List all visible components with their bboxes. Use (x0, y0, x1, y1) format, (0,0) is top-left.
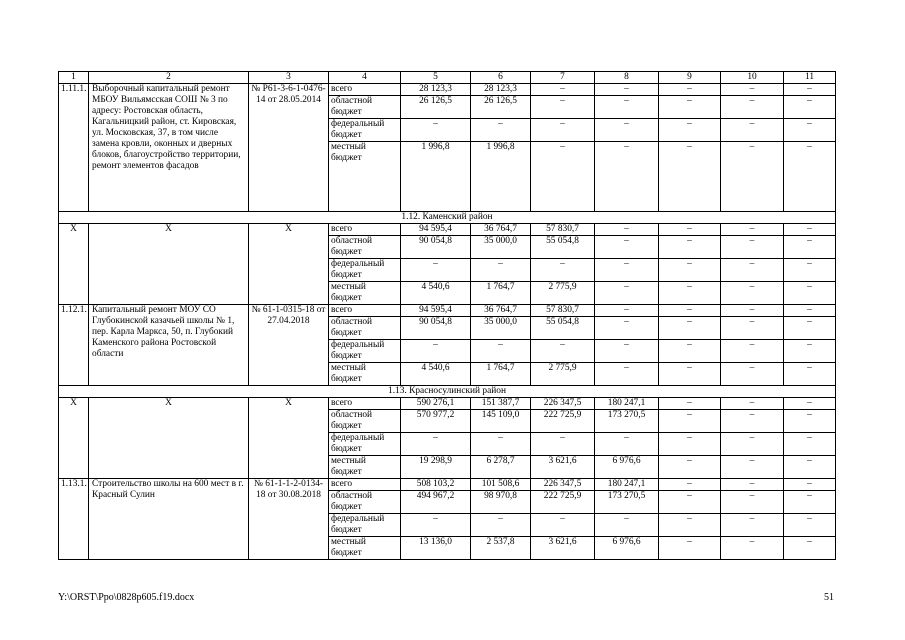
amount-cell: – (471, 119, 531, 142)
amount-cell: – (784, 514, 836, 537)
header-cell: 10 (721, 72, 784, 84)
amount-cell: – (721, 282, 784, 305)
amount-cell: – (401, 514, 471, 537)
amount-cell: 36 764,7 (471, 305, 531, 317)
amount-cell: – (659, 491, 721, 514)
budget-source-label: местный бюджет (329, 282, 401, 305)
amount-cell: 55 054,8 (531, 317, 595, 340)
budget-source-label: областной бюджет (329, 491, 401, 514)
amount-cell: 6 976,6 (595, 537, 659, 560)
amount-cell: 35 000,0 (471, 236, 531, 259)
amount-cell: – (721, 363, 784, 386)
amount-cell: – (784, 537, 836, 560)
amount-cell: – (784, 119, 836, 142)
amount-cell: 4 540,6 (401, 363, 471, 386)
amount-cell: – (531, 340, 595, 363)
amount-cell: – (721, 398, 784, 410)
amount-cell: – (595, 317, 659, 340)
amount-cell: – (721, 119, 784, 142)
amount-cell: 1 996,8 (471, 142, 531, 212)
amount-cell: – (659, 259, 721, 282)
object-name: Х (89, 398, 249, 479)
amount-cell: 57 830,7 (531, 224, 595, 236)
amount-cell: – (401, 119, 471, 142)
amount-cell: 28 123,3 (401, 84, 471, 96)
amount-cell: 180 247,1 (595, 398, 659, 410)
header-cell: 9 (659, 72, 721, 84)
amount-cell: – (784, 96, 836, 119)
amount-cell: – (595, 514, 659, 537)
page-number: 51 (824, 592, 834, 603)
table-row (59, 224, 836, 236)
amount-cell: – (595, 363, 659, 386)
table-row (59, 398, 836, 410)
amount-cell: – (784, 236, 836, 259)
amount-cell: 180 247,1 (595, 479, 659, 491)
amount-cell: – (659, 456, 721, 479)
amount-cell: – (595, 433, 659, 456)
amount-cell: 173 270,5 (595, 491, 659, 514)
object-name: Капитальный ремонт МОУ СО Глубокинской казачьей школы № 1, пер. Карла Маркса, 50, п. Глубокий Каменского района Ростовской области (89, 305, 249, 386)
amount-cell: 590 276,1 (401, 398, 471, 410)
amount-cell: – (784, 398, 836, 410)
amount-cell: – (721, 224, 784, 236)
amount-cell: 6 278,7 (471, 456, 531, 479)
amount-cell: – (531, 96, 595, 119)
amount-cell: – (595, 305, 659, 317)
amount-cell: – (659, 305, 721, 317)
amount-cell: 55 054,8 (531, 236, 595, 259)
amount-cell: – (659, 84, 721, 96)
amount-cell: – (595, 142, 659, 212)
amount-cell: – (784, 282, 836, 305)
amount-cell: 36 764,7 (471, 224, 531, 236)
amount-cell: – (784, 84, 836, 96)
budget-source-label: областной бюджет (329, 236, 401, 259)
amount-cell: – (721, 514, 784, 537)
amount-cell: 3 621,6 (531, 537, 595, 560)
amount-cell: 98 970,8 (471, 491, 531, 514)
amount-cell: – (531, 119, 595, 142)
amount-cell: – (595, 282, 659, 305)
table-body (59, 72, 836, 560)
amount-cell: – (659, 363, 721, 386)
amount-cell: – (659, 236, 721, 259)
budget-source-label: местный бюджет (329, 456, 401, 479)
amount-cell: – (721, 433, 784, 456)
amount-cell: 1 764,7 (471, 363, 531, 386)
amount-cell: – (471, 340, 531, 363)
header-cell: 2 (89, 72, 249, 84)
amount-cell: 35 000,0 (471, 317, 531, 340)
budget-source-label: федеральный бюджет (329, 340, 401, 363)
amount-cell: 94 595,4 (401, 305, 471, 317)
budget-source-label: всего (329, 398, 401, 410)
header-cell: 3 (249, 72, 329, 84)
amount-cell: 2 775,9 (531, 363, 595, 386)
amount-cell: – (659, 340, 721, 363)
amount-cell: 13 136,0 (401, 537, 471, 560)
header-cell: 7 (531, 72, 595, 84)
amount-cell: – (784, 410, 836, 433)
amount-cell: – (659, 537, 721, 560)
footer-file-path: Y:\ORST\Ppo\0828p605.f19.docx (58, 592, 195, 603)
amount-cell: – (659, 479, 721, 491)
amount-cell: – (531, 514, 595, 537)
amount-cell: 90 054,8 (401, 317, 471, 340)
amount-cell: – (659, 96, 721, 119)
table-row (59, 84, 836, 96)
amount-cell: – (531, 433, 595, 456)
amount-cell: – (471, 514, 531, 537)
amount-cell: 26 126,5 (401, 96, 471, 119)
amount-cell: 508 103,2 (401, 479, 471, 491)
object-name: Строительство школы на 600 мест в г. Красный Сулин (89, 479, 249, 560)
amount-cell: – (784, 491, 836, 514)
amount-cell: – (401, 340, 471, 363)
document-number: Х (249, 224, 329, 305)
amount-cell: 226 347,5 (531, 479, 595, 491)
amount-cell: – (784, 224, 836, 236)
amount-cell: – (721, 410, 784, 433)
row-number: 1.13.1. (59, 479, 89, 560)
amount-cell: – (595, 236, 659, 259)
amount-cell: 222 725,9 (531, 491, 595, 514)
amount-cell: – (531, 259, 595, 282)
amount-cell: 4 540,6 (401, 282, 471, 305)
budget-table (58, 71, 836, 560)
document-number: № 61-1-0315-18 от 27.04.2018 (249, 305, 329, 386)
amount-cell: – (659, 282, 721, 305)
amount-cell: – (595, 259, 659, 282)
row-number: 1.12.1. (59, 305, 89, 386)
amount-cell: – (721, 340, 784, 363)
amount-cell: – (721, 479, 784, 491)
amount-cell: – (721, 259, 784, 282)
amount-cell: – (659, 142, 721, 212)
section-heading-row (59, 212, 836, 224)
header-row (59, 72, 836, 84)
amount-cell: – (659, 224, 721, 236)
header-cell: 11 (784, 72, 836, 84)
row-number: 1.11.1. (59, 84, 89, 212)
amount-cell: 145 109,0 (471, 410, 531, 433)
amount-cell: – (784, 259, 836, 282)
budget-source-label: всего (329, 479, 401, 491)
object-name: Выборочный капитальный ремонт МБОУ Вильямсская СОШ № 3 по адресу: Ростовская область, Кагальницкий район, ст. Кировская, ул. Московская, 37, в том числе замена кровли, оконных и дверных блоков, благоустройство территории, ремонт элементов фасадов (89, 84, 249, 212)
budget-source-label: всего (329, 224, 401, 236)
section-heading: 1.13. Красносулинский район (59, 386, 836, 398)
amount-cell: – (659, 433, 721, 456)
document-number: Х (249, 398, 329, 479)
amount-cell: – (595, 84, 659, 96)
amount-cell: – (721, 96, 784, 119)
header-cell: 6 (471, 72, 531, 84)
amount-cell: – (659, 317, 721, 340)
row-number: Х (59, 224, 89, 305)
amount-cell: – (595, 96, 659, 119)
budget-source-label: местный бюджет (329, 537, 401, 560)
amount-cell: – (659, 119, 721, 142)
table-row (59, 305, 836, 317)
amount-cell: – (659, 514, 721, 537)
amount-cell: 2 537,8 (471, 537, 531, 560)
amount-cell: – (595, 224, 659, 236)
amount-cell: 226 347,5 (531, 398, 595, 410)
amount-cell: 26 126,5 (471, 96, 531, 119)
amount-cell: 173 270,5 (595, 410, 659, 433)
budget-source-label: областной бюджет (329, 96, 401, 119)
amount-cell: – (784, 317, 836, 340)
budget-source-label: федеральный бюджет (329, 259, 401, 282)
amount-cell: – (721, 305, 784, 317)
budget-source-label: областной бюджет (329, 317, 401, 340)
amount-cell: – (721, 84, 784, 96)
amount-cell: – (471, 259, 531, 282)
amount-cell: – (784, 142, 836, 212)
amount-cell: – (721, 537, 784, 560)
amount-cell: – (721, 236, 784, 259)
amount-cell: 222 725,9 (531, 410, 595, 433)
amount-cell: – (531, 84, 595, 96)
header-cell: 1 (59, 72, 89, 84)
amount-cell: – (401, 259, 471, 282)
amount-cell: – (721, 142, 784, 212)
section-heading-row (59, 386, 836, 398)
amount-cell: 2 775,9 (531, 282, 595, 305)
amount-cell: – (595, 119, 659, 142)
amount-cell: – (784, 479, 836, 491)
amount-cell: – (471, 433, 531, 456)
amount-cell: 28 123,3 (471, 84, 531, 96)
amount-cell: 151 387,7 (471, 398, 531, 410)
amount-cell: – (659, 410, 721, 433)
amount-cell: – (784, 363, 836, 386)
document-number: № Р61-3-6-1-0476-14 от 28.05.2014 (249, 84, 329, 212)
budget-source-label: федеральный бюджет (329, 119, 401, 142)
amount-cell: 570 977,2 (401, 410, 471, 433)
amount-cell: 1 996,8 (401, 142, 471, 212)
amount-cell: 94 595,4 (401, 224, 471, 236)
amount-cell: 101 508,6 (471, 479, 531, 491)
budget-source-label: местный бюджет (329, 363, 401, 386)
amount-cell: – (784, 305, 836, 317)
budget-source-label: федеральный бюджет (329, 433, 401, 456)
amount-cell: – (659, 398, 721, 410)
amount-cell: – (531, 142, 595, 212)
amount-cell: 1 764,7 (471, 282, 531, 305)
object-name: Х (89, 224, 249, 305)
budget-source-label: федеральный бюджет (329, 514, 401, 537)
amount-cell: – (721, 456, 784, 479)
amount-cell: – (401, 433, 471, 456)
header-cell: 8 (595, 72, 659, 84)
document-number: № 61-1-1-2-0134-18 от 30.08.2018 (249, 479, 329, 560)
header-cell: 5 (401, 72, 471, 84)
amount-cell: – (784, 456, 836, 479)
amount-cell: – (721, 491, 784, 514)
amount-cell: 494 967,2 (401, 491, 471, 514)
section-heading: 1.12. Каменский район (59, 212, 836, 224)
amount-cell: – (721, 317, 784, 340)
amount-cell: – (784, 433, 836, 456)
budget-source-label: областной бюджет (329, 410, 401, 433)
amount-cell: 3 621,6 (531, 456, 595, 479)
budget-source-label: местный бюджет (329, 142, 401, 212)
amount-cell: 90 054,8 (401, 236, 471, 259)
row-number: Х (59, 398, 89, 479)
budget-source-label: всего (329, 305, 401, 317)
amount-cell: – (595, 340, 659, 363)
amount-cell: 19 298,9 (401, 456, 471, 479)
table-row (59, 479, 836, 491)
amount-cell: – (784, 340, 836, 363)
budget-source-label: всего (329, 84, 401, 96)
header-cell: 4 (329, 72, 401, 84)
amount-cell: 57 830,7 (531, 305, 595, 317)
amount-cell: 6 976,6 (595, 456, 659, 479)
